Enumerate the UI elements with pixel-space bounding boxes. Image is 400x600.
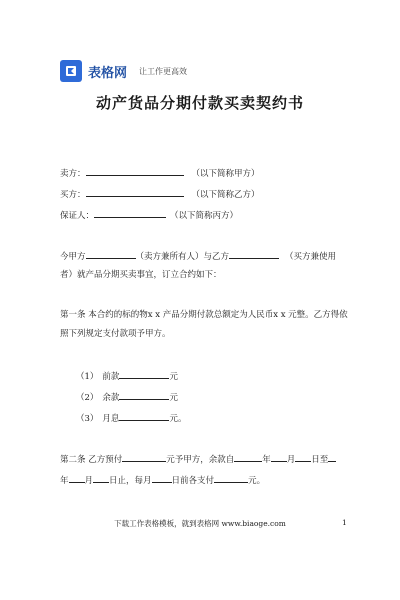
prepay-blank[interactable] [122,452,166,462]
document-title: 动产货品分期付款买卖契约书 [95,94,304,112]
guarantor-note: （以下简称丙方） [170,211,239,221]
start-day-blank[interactable] [295,452,311,462]
intro-line-2: 者）就产品分期买卖事宜，订立合约如下： [60,270,222,280]
article2-line-2 [60,473,265,486]
end-year-blank-start[interactable] [328,452,336,462]
guarantor-blank[interactable] [94,208,166,218]
item-row-2 [76,390,178,403]
brand-header [60,58,187,84]
article2-text: 月 [286,455,296,465]
article1-line-1: 第一条 本合约的标的物x x 产品分期付款总额定为人民币x x 元整。乙方得依 [60,310,348,320]
item-num: （3） [76,414,99,424]
item-amount-blank[interactable] [119,390,169,400]
intro-seller-blank[interactable] [86,249,136,259]
item-row-3 [76,411,186,424]
buyer-line [60,187,260,200]
start-year-blank[interactable] [234,452,262,462]
article2-text: 第二条 乙方预付 [60,455,123,465]
item-label: 月息 [102,414,120,424]
page-number: 1 [342,518,347,527]
buyer-note: （以下简称乙方） [191,190,260,200]
article2-text: 元予甲方，余款自 [166,455,235,465]
intro-buyer-blank[interactable] [229,249,279,259]
intro-line-1 [60,249,336,262]
intro-text-c: （买方兼使用 [285,252,337,262]
guarantor-line [60,208,238,221]
start-month-blank[interactable] [271,452,287,462]
item-unit: 元 [169,372,178,382]
intro-text-a: 今甲方 [60,252,86,262]
article2-text: 日前各支付 [171,476,215,486]
seller-note: （以下简称甲方） [191,169,260,179]
seller-line [60,166,260,179]
article2-text: 月 [84,476,94,486]
brand-slogan: 让工作更高效 [139,66,188,76]
article1-line-2: 照下列规定支付款项予甲方。 [60,329,171,339]
intro-text-b: （卖方兼所有人）与乙方 [135,252,230,262]
monthly-day-blank[interactable] [152,473,172,483]
buyer-blank[interactable] [86,187,184,197]
article2-text: 年 [60,476,69,486]
seller-blank[interactable] [86,166,184,176]
end-day-blank[interactable] [93,473,109,483]
footer-text: 下载工作表格模板，就到表格网 www.biaoge.com [114,519,286,528]
item-row-1 [76,369,178,382]
monthly-amount-blank[interactable] [214,473,248,483]
buyer-label: 买方： [60,190,86,200]
item-num: （2） [76,393,99,403]
item-amount-blank[interactable] [119,411,169,421]
end-month-blank[interactable] [69,473,85,483]
article2-text: 日止，每月 [109,476,152,486]
article2-text: 日至 [311,455,329,465]
item-unit: 元 [169,393,178,403]
article2-text: 年 [262,455,271,465]
article2-line-1 [60,452,336,465]
seller-label: 卖方： [60,169,86,179]
article2-text: 元。 [248,476,266,486]
item-num: （1） [76,372,99,382]
guarantor-label: 保证人： [60,211,95,221]
biaoge-logo-icon [60,60,82,82]
brand-name: 表格网 [88,65,128,81]
item-unit: 元。 [169,414,187,424]
item-label: 前款 [102,372,120,382]
item-label: 余款 [102,393,120,403]
item-amount-blank[interactable] [119,369,169,379]
